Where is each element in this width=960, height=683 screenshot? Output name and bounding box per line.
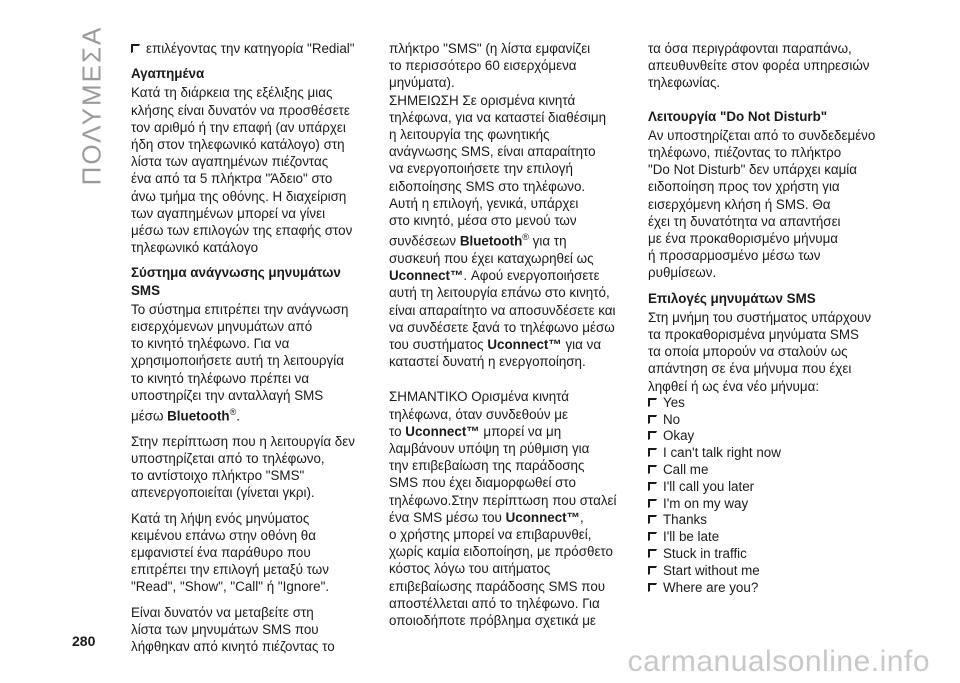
sms-paragraph-3: Κατά τη λήψη ενός μηνύματος κειμένου επάνω στην οθόνη θα εμφανιστεί ένα παράθυρο που επιτρέπει την επιλογή μεταξύ των "Read", "Show", "Call" ή "Ignore". <box>131 510 330 595</box>
list-item: Where are you? <box>648 580 888 597</box>
dnd-paragraph: Αν υποστηρίζεται από το συνδεδεμένο τηλέφωνο, πιέζοντας το πλήκτρο "Do Not Disturb" δεν υπάρχει καμία ειδοποίηση προς τον χρήστη για εισερχόμενη κλήση ή SMS. Θα έχει τη δυνατότητα να απαντήσει με ένα προκαθορισμένο μήνυμα ή προσαρμοσμένο μέσω των ρυθμίσεων. <box>648 127 876 281</box>
bullet-icon <box>648 515 657 524</box>
list-item: I can't talk right now <box>648 445 888 462</box>
bullet-icon <box>648 448 657 457</box>
bullet-icon <box>648 532 657 541</box>
bullet-icon <box>648 465 657 474</box>
intro-line: επιλέγοντας την κατηγορία "Redial" <box>131 40 371 57</box>
list-item: I'll be late <box>648 529 888 546</box>
sms-list-paragraph: πλήκτρο "SMS" (η λίστα εμφανίζει το περισσότερο 60 εισερχόμενα μηνύματα). <box>389 41 591 91</box>
column-2 <box>389 40 629 637</box>
sms-paragraph-4: Είναι δυνατόν να μεταβείτε στη λίστα των μηνυμάτων SMS που λήφθηκαν από κινητό πιέζοντας το <box>131 604 335 654</box>
heading-sms-options: Επιλογές μηνυμάτων SMS <box>648 290 816 306</box>
section-tab <box>70 25 114 185</box>
list-item: I'll call you later <box>648 479 888 496</box>
column-1 <box>131 40 371 663</box>
list-item: No <box>648 412 888 429</box>
important-paragraph: ΣΗΜΑΝΤΙΚΟ Ορισμένα κινητά τηλέφωνα, όταν συνδεθούν με το Uconnect™ μπορεί να μη λαμβάνουν υπόψη τη ρύθμιση για την επιβεβαίωση της παράδοσης SMS που έχει διαμορφωθεί στο τηλέφωνο.Στην περίπτωση που σταλεί ένα SMS μέσω του Uconnect™, ο χρήστης μπορεί να επιβαρυνθεί, χωρίς καμία ειδοποίηση, με πρόσθετο κόστος λόγω του αιτήματος επιβεβαίωσης παράδοσης SMS που αποστέλλεται από το τηλέφωνο. Για οποιοδήποτε πρόβλημα σχετικά με <box>389 389 617 628</box>
bullet-icon <box>648 549 657 558</box>
bullet-icon <box>648 415 657 424</box>
page-number: 280 <box>72 633 96 649</box>
bullet-icon <box>648 583 657 592</box>
sms-options-paragraph: Στη μνήμη του συστήματος υπάρχουν τα προκαθορισμένα μηνύματα SMS τα οποία μπορούν να σταλούν ως απάντηση σε ένα μήνυμα που έχει ληφθεί ή ως ένα νέο μήνυμα: <box>648 309 872 394</box>
note-paragraph: ΣΗΜΕΙΩΣΗ Σε ορισμένα κινητά τηλέφωνα, για να καταστεί διαθέσιμη η λειτουργία της φωνητικής ανάγνωσης SMS, είναι απαραίτητο να ενεργοποιήσετε την επιλογή ειδοποίησης SMS στο τηλέφωνο. Αυτή η επιλογή, γενικά, υπάρχει στο κινητό, μέσα στο μενού των συνδέσεων Bluetooth® για τη συσκευή που έχει καταχωρηθεί ως Uconnect™. Αφού ενεργοποιήσετε αυτή τη λειτουργία επάνω στο κινητό, είναι απαραίτητο να αποσυνδέσετε και να συνδέσετε ξανά το τηλέφωνο μέσω του συστήματος Uconnect™ για να καταστεί δυνατή η ενεργοποίηση. <box>389 92 616 370</box>
heading-sms-reader: Σύστημα ανάγνωσης μηνυμάτων SMS <box>131 265 341 298</box>
sms-paragraph-2: Στην περίπτωση που η λειτουργία δεν υποστηρίζεται από το τηλέφωνο, το αντίστοιχο πλήκτρο "SMS" απενεργοποιείται (γίνεται γκρι). <box>131 433 355 501</box>
bullet-icon <box>648 398 657 407</box>
list-item: I'm on my way <box>648 496 888 513</box>
favorites-paragraph: Κατά τη διάρκεια της εξέλιξης μιας κλήσης είναι δυνατόν να προσθέσετε τον αριθμό ή την επαφή (αν υπάρχει ήδη στον τηλεφωνικό κατάλογο) στη λίστα των αγαπημένων πιέζοντας ένα από τα 5 πλήκτρα "Άδειο" στο άνω τμήμα της οθόνης. Η διαχείριση των αγαπημένων μπορεί να γίνει μέσω των επιλογών της επαφής στον τηλεφωνικό κατάλογο <box>131 85 353 256</box>
sms-paragraph-1: Το σύστημα επιτρέπει την ανάγνωση εισερχόμενων μηνυμάτων από το κινητό τηλέφωνο. Για να χρησιμοποιήσετε αυτή τη λειτουργία το κινητό τηλέφωνο πρέπει να υποστηρίζει την ανταλλαγή SMS μέσω Bluetooth®. <box>131 301 349 424</box>
list-item: Yes <box>648 395 888 412</box>
heading-do-not-disturb: Λειτουργία "Do Not Disturb" <box>648 108 828 124</box>
watermark: carmanualsonline.info <box>627 645 930 678</box>
list-item: Thanks <box>648 512 888 529</box>
predefined-messages-list <box>648 395 888 597</box>
bullet-icon <box>131 44 140 53</box>
bullet-icon <box>648 566 657 575</box>
list-item: Start without me <box>648 563 888 580</box>
list-item: Stuck in traffic <box>648 546 888 563</box>
list-item: Okay <box>648 428 888 445</box>
section-tab-label: ΠΟΛΥΜΕΣΑ <box>76 25 107 185</box>
bullet-icon <box>648 499 657 508</box>
bullet-icon <box>648 431 657 440</box>
column-3 <box>648 40 888 596</box>
bullet-icon <box>648 482 657 491</box>
list-item: Call me <box>648 462 888 479</box>
heading-favorites: Αγαπημένα <box>131 66 205 82</box>
operator-paragraph: τα όσα περιγράφονται παραπάνω, απευθυνθείτε στον φορέα υπηρεσιών τηλεφωνίας. <box>648 41 870 91</box>
